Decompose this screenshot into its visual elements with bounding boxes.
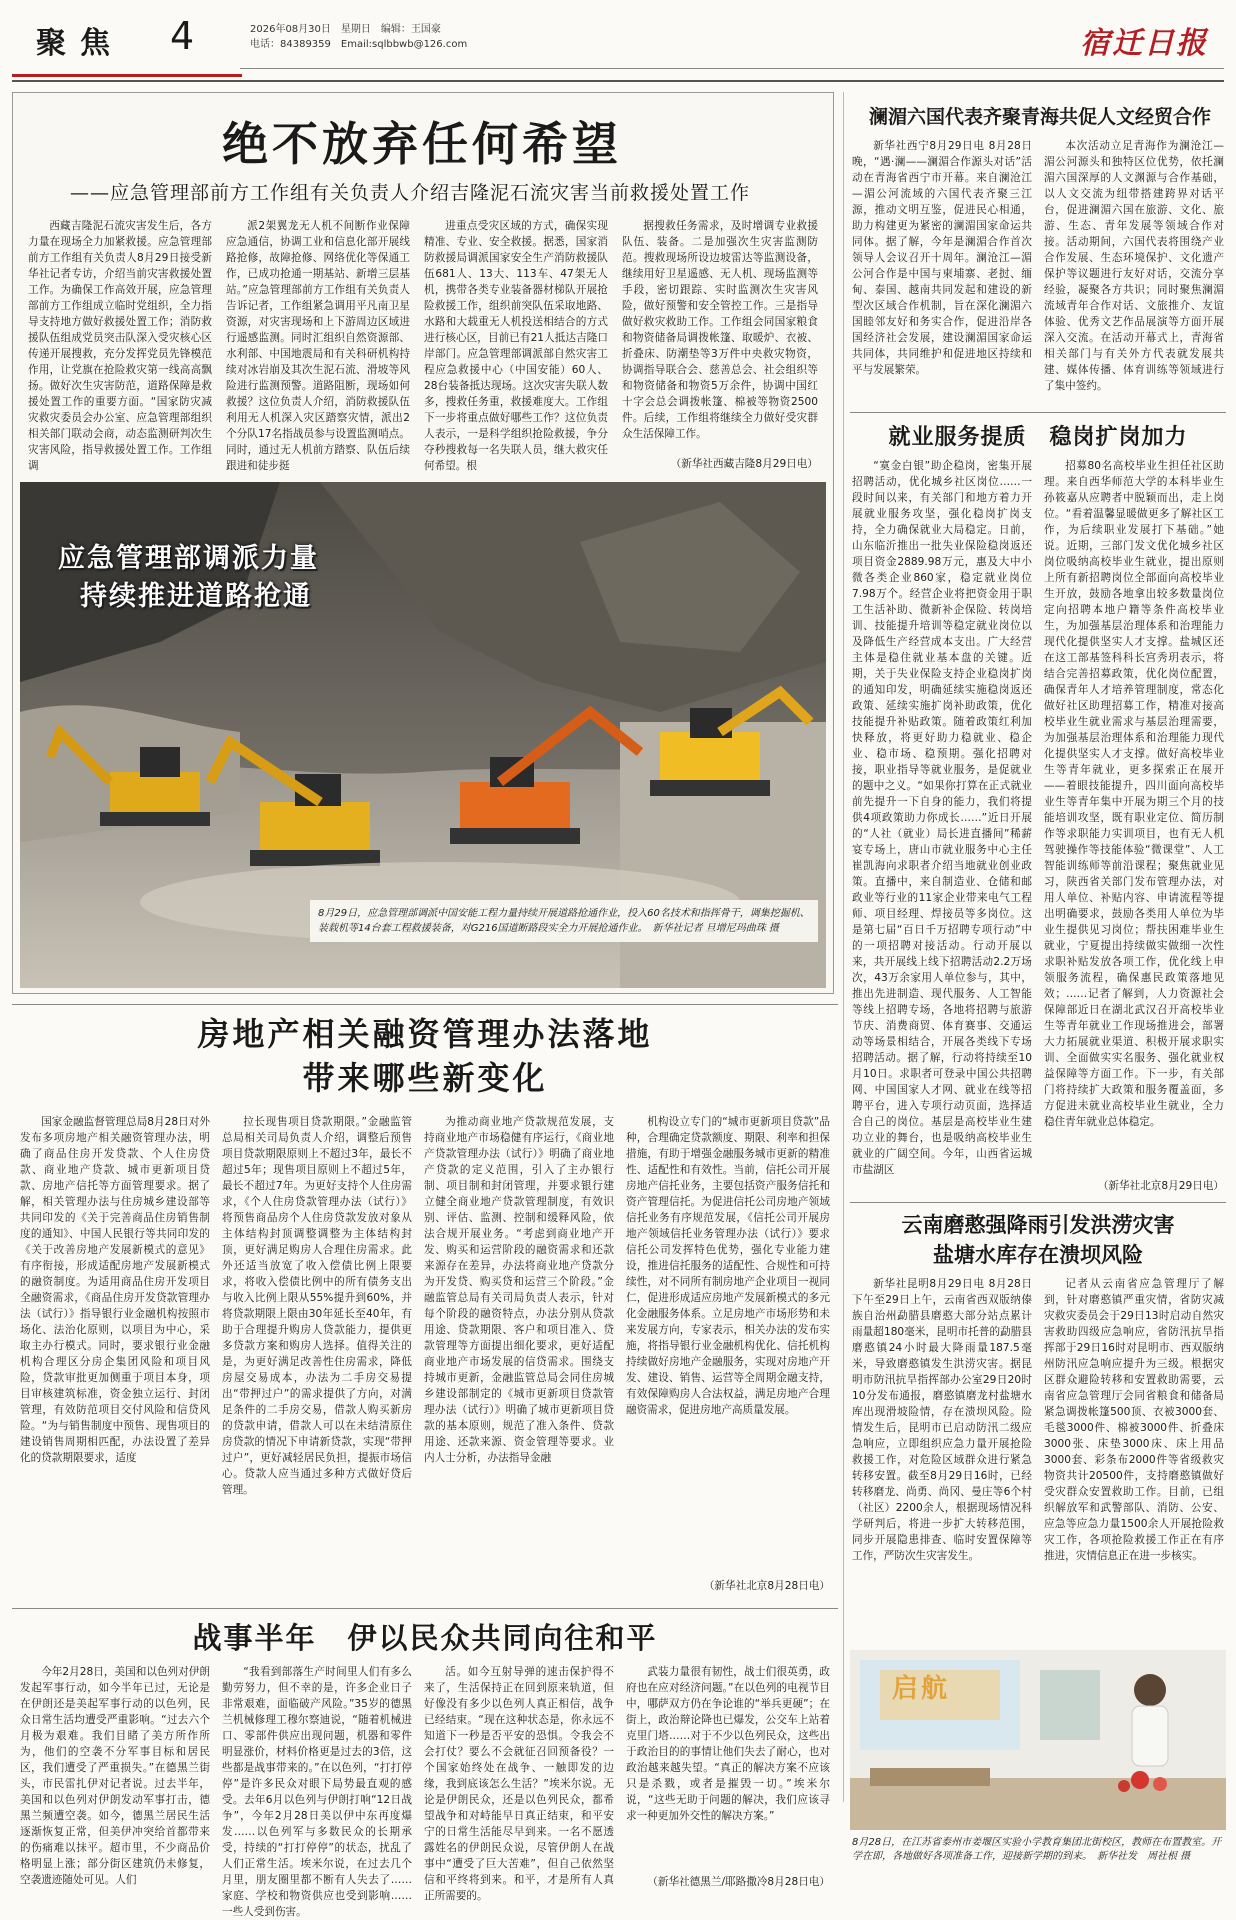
lead-column-2 — [226, 218, 410, 473]
right-story2-headline: 就业服务提质 稳岗扩岗加力 — [888, 424, 1188, 450]
lead-column-3 — [424, 218, 608, 473]
page-number: 4 — [170, 14, 195, 58]
masthead-divider — [12, 80, 1224, 82]
lead-col4-text: 据搜救任务需求，及时增调专业救援队伍、装备。二是加强次生灾害监测防范。搜救现场所设边坡雷达等监测设备，继续用好卫星遥感、无人机、现场监测等手段，密切跟踪、实时监测次生灾害风险，做好预警和安全管控工作。三是指导做好救灾救助工作。工作组会同国家粮食和物资储备局调拨帐篷、取暖炉、衣被、折叠床、防潮垫等3万件中央救灾物资，协调指导联合会、慈善总会、社会组织等和物资储备和物资5万余件，协调中国红十字会总会调拨帐篷、棉被等物资2500件。后续，工作组将继续全力做好受灾群众生活保障工作。 — [622, 220, 818, 440]
article3-column-3 — [424, 1114, 614, 1598]
article3-col3-text: 为推动商业地产贷款规范发展，支持商业地产市场稳健有序运行，《商业地产贷款管理办法（试行）》明确了商业地产贷款的定义范围，引入了主办银行制、项目制和封闭管理，并要求银行建立健全商业地产贷款管理制度，有效识别、评估、监测、控制和缓释风险，依法合规开展业务。“考虑到商业地产开发、购买和运营阶段的融资需求和还款来源存在差异，办法将商业地产贷款分为开发贷、购买贷和运营三个阶段。”金融监管总局有关司局负责人表示，针对每个阶段的融资特点，办法分别从贷款用途、贷款期限、客户和项目准入、贷款管理等方面提出细化要求，更好适配商业地产市场发展的信贷需求。围绕支持城市更新，金融监管总局会同住房城乡建设部制定的《城市更新项目贷款管理办法（试行）》明确了城市更新项目贷款的基本原则，规范了准入条件、贷款用途、还款来源、资金管理等要求。业内人士分析，办法指导金融 — [424, 1116, 614, 1464]
masthead-meta — [250, 22, 650, 52]
right-story1-column-1 — [852, 138, 1032, 403]
article3-credit: （新华社北京8月28日电） — [703, 1580, 830, 1592]
article3-headline-line1: 房地产相关融资管理办法落地 — [197, 1015, 653, 1053]
right-story3-headline — [850, 1210, 1226, 1270]
lead-headline: 绝不放弃任何希望 — [222, 117, 622, 171]
article3-col2-text: 拉长现售项目贷款期限。”金融监管总局相关司局负责人介绍，调整后预售项目贷款期限原则上不超过3年，最长不超过5年；现售项目原则上不超过5年，最长不超过7年。为更好支持个人住房需求，《个人住房贷款管理办法（试行）》将预售商品房个人住房贷款发放对象从主体结构封顶调整调整为主体结构封顶，更好满足购房人合理住房需求。此外还适当放宽了收入偿债比例上限要求，将收入偿债比例中的所有债务支出与收入比例上限从55%提升到60%，并将贷款期限上限由30年延长至40年，有助于合理提升购房人贷款能力，提供更多贷款方案和购房人选择。值得关注的是，为更好满足改善性住房需求，降低房屋交易成本，办法为二手房交易提出“带押过户”的需求提供了方向，对满足条件的二手房交易，借款人购买新房的贷款申请，借款人可以在未结清原住房贷款的情况下申请新贷款，实现“带押过户”，更好减轻居民负担，提振市场信心。贷款人应当通过多种方式做好贷后管理。 — [222, 1116, 412, 1496]
lead-column-4 — [622, 218, 818, 454]
article4-headline: 战事半年 伊以民众共同向往和平 — [192, 1621, 658, 1655]
right-story2-column-1 — [852, 458, 1032, 1196]
article4-col4-text: 武装力量很有韧性，战士们很英勇，政府也在应对经济问题。”在以色列的电视节目中，哪萨双方仍在争论谁的“举兵更硬”；在街上，政治辩论降也已爆发，公交车上站着克里门塔……对于不少以色列民众，这些出于政治目的的事情让他们失去了耐心，也对政治越来越失望。“真正的解决方案不应该只是杀戮，或者是摧毁一切。”埃米尔说，“这些无助于问题的解决，我们应该寻求一种更加外交性的解决方案。” — [626, 1666, 830, 1822]
lead-subheadline: ——应急管理部前方工作组有关负责人介绍吉隆泥石流灾害当前救援处置工作 — [70, 182, 751, 204]
right-story2-column-2 — [1044, 458, 1224, 1176]
lead-col1-text: 西藏吉隆泥石流灾害发生后，各方力量在现场全力加紧救援。应急管理部前方工作组有关负责人8月29日接受新华社记者专访，介绍当前灾害救援处置工作。为确保工作高效开展，应急管理部前方工作组成立临时党组织，全力指导支持地方做好救援处置工作；消防救援队伍组成党员突击队深入受灾核心区传递开展搜救，充分发挥党员先锋模范作用，让党旗在抢险救灾第一线高高飘扬。做好次生灾害防范，道路保障是救援处置工作的重要方面。“国家防灾减灾救灾委员会办公室、应急管理部组织相关部门联动会商，动态监测研判次生灾害风险，指导救援处置工作。工作组调 — [28, 220, 212, 472]
right1-col2-text: 本次活动立足青海作为澜沧江—湄公河源头和独特区位优势，依托澜湄六国深厚的人文渊源与合作基础，以人文交流为纽带搭建跨界对话平台，促进澜湄六国在旅游、文化、旅游、生态、青年发展等领域合作对接。活动期间，六国代表将围绕产业合作发展、生态环境保护、文化遗产保护等议题进行友好对话，交流分享经验，凝聚各方共识；同时聚焦澜湄流域青年合作对话、文旅推介、友谊体验、优秀文艺作品展演等方面开展深入交流。在活动开幕式上，青海省相关部门与有关外方代表就发展共建、媒体传播、体育训练等领域进行了集中签约。 — [1044, 140, 1224, 392]
classroom-photo-caption: 8月28日，在江苏省泰州市姜堰区实验小学教育集团北街校区，教师在布置教室。开学在即，各地做好各项准备工作，迎接新学期的到来。 新华社发 周社根 摄 — [852, 1837, 1222, 1862]
masthead-date-editor: 2026年08月30日 星期日 编辑：王国豪 — [250, 24, 441, 35]
article4-col1-text: 今年2月28日，美国和以色列对伊朗发起军事行动，如今半年已过，无论是在伊朗还是美起军事行动的以色列，民众日常生活均遭受严重影响。“过去六个月极为艰难。我们目睹了美方所作所为，他们的空袭不分军事目标和居民区，我们遭受了严重损失。”在德黑兰街头，市民雷扎伊对记者说。过去半年，美国和以色列对伊朗发动军事打击，德黑兰频遭空袭。如今，德黑兰居民生活逐渐恢复正常，但美伊冲突给首都带来的伤痛难以抹平。超市里，不少商品价格明显上涨；部分街区建筑仍未修复，空袭遗迹随处可见。人们 — [20, 1666, 210, 1886]
masthead-rule — [240, 68, 1224, 69]
masthead-contact: 电话：84389359 Email:sqlbbwb@126.com — [250, 39, 468, 50]
article4-col2-text: “我看到部落生产时间里人们有多么勤劳努力，但不幸的是，许多企业日子非常艰难，面临破产风险。”35岁的德黑兰机械修理工穆尔察迪说，“随着机械进口、零部件供应出现问题，机器和零件明显涨价，材料价格更是过去的3倍，这些都是战事带来的。”在以色列，“打打停停”是许多民众对眼下局势最直观的感受。去年6月以色列与伊朗打响“12日战争”，今年2月28日美以伊中东再度爆发……以色列军与多数民众的长期承受，持续的“打打停停”的状态，扰乱了人们正常生活。埃米尔说，在过去几个月里，朋友圈里都不断有人失去了……家庭、学校和物资供应也受到影响……一些人受到伤害。 — [222, 1666, 412, 1918]
lead-col2-text: 派2架翼龙无人机不间断作业保障应急通信，协调工业和信息化部开展线路抢修，故障抢修、网络优化等保通工作，已成功抢通一期基站、新增三层基站。”应急管理部前方工作组有关负责人告诉记者，工作组紧急调用平凡南卫星资源，对灾害现场和上下游周边区域进行遥感监测。同时汇组织自然资源部、水利部、中国地震局和有关科研机构持续对冰岩崩及其次生泥石流、滑坡等风险进行监测预警。道路阻断，现场如何救援？这位负责人介绍，消防救援队伍利用无人机深入灾区踏察灾情，派出2个分队17名指战员参与设置监测哨点。同时，通过无人机前方踏察、队伍后续跟进和徒步挺 — [226, 220, 410, 472]
article3-column-4 — [626, 1114, 830, 1574]
lead-col3-text: 进重点受灾区域的方式，确保实现精准、专业、安全救援。据悉，国家消防救援局调派国家安全生产消防救援队伍681人、13大、113车、47架无人机，携带各类专业装备器材梯队开展抢险救援工作，组织前突队伍采取地路、水路和大载重无人机投送相结合的方式进行核心区，目前已有21人抵达吉隆口岸部门。应急管理部调派部自然灾害工程应急救援中心（中国安能）60人、28台装备抵达现场。这次灾害失联人数多，搜救任务重，救援难度大。工作组下一步将重点做好哪些工作？这位负责人表示，一是科学组织抢险救援，争分夺秒搜救每一名失联人员，继大救灾任何希望。根 — [424, 220, 608, 472]
right-story2-credit: （新华社北京8月29日电） — [1097, 1180, 1224, 1192]
article4-column-3 — [424, 1664, 614, 1902]
right-story3-column-1 — [852, 1276, 1032, 1640]
right3-col1-text: 新华社昆明8月29日电 8月28日下午至29日上午，云南省西双版纳傣族自治州勐腊县磨憨大部分站点累计雨量超180毫米，昆明市托普的勐腊县磨憨镇24小时最大降雨量187.5毫米，导致磨憨镇发生洪涝灾害。据昆明市防汛抗旱指挥部办公室29日20时10分发布通报，磨憨镇磨龙村盐塘水库出现滑坡险情，存在溃坝风险。险情发生后，昆明市已启动防汛二级应急响应，立即组织应急力量开展抢险救援工作，对危险区域群众进行紧急转移安置。截至8月29日16时，已经转移磨龙、尚勇、尚冈、曼庄等6个村（社区）2200余人，根据现场情况科学研判后，将进一步扩大转移范围，同步开展隐患排查、临时安置保障等工作，严防次生灾害发生。 — [852, 1278, 1032, 1562]
article4-top-rule — [12, 1608, 838, 1609]
photo-overlay-title-line1: 应急管理部调派力量 — [58, 543, 319, 574]
article3-col1-text: 国家金融监督管理总局8月28日对外发布多项房地产相关融资管理办法，明确了商品住房开发贷款、个人住房贷款、商业地产贷款、城市更新项目贷款、房地产信托等方面管理要求。据了解，相关管理办法与住房城乡建设部等共同印发的《关于完善商品住房销售制度的通知》、中国人民银行等共同印发的《关于改善房地产发展新模式的意见》有序衔接，形成适配房地产发展新模式的融资制度。为适用商品住房开发项目全融资需求，《商品住房开发贷款管理办法（试行）》指导银行业金融机构按照市场化、法治化原则，以项目为中心，采取主办行模式。同时，要求银行业金融机构合理区分房企集团风险和项目风险，贷款审批更加侧重于项目本身，项目审核建筑标准，资金独立运行、封闭管理，有效防范项目交付风险和信贷风险。“为与销售制度中预售、现售项目的建设销售周期相匹配，办法设置了差异化的贷款期限要求，适度 — [20, 1116, 210, 1464]
article3-headline — [12, 1012, 838, 1100]
right-story3-column-2 — [1044, 1276, 1224, 1640]
right-story-separator-2 — [850, 1202, 1226, 1203]
right-story3-headline-line1: 云南磨憨强降雨引发洪涝灾害 — [901, 1212, 1175, 1237]
right-story3-headline-line2: 盐塘水库存在溃坝风险 — [933, 1242, 1143, 1267]
right3-col2-text: 记者从云南省应急管理厅了解到，针对磨憨镇严重灾情，省防灾减灾救灾委员会于29日13时启动自然灾害救助四级应急响应，省防汛抗旱指挥部于29日16时对昆明市、西双版纳州防汛应急响应提升为三级。根据灾区群众避险转移和安置救助需要，云南省应急管理厅会同省粮食和储备局紧急调拨帐篷500顶、衣被3000套、毛毯3000件、棉被3000件、折叠床3000张、床垫3000床、床上用品3000套、彩条布2000件等省级救灾物资共计20500件，支持磨憨镇做好受灾群众安置救助工作。目前，已组织解放军和武警部队、消防、公安、应急等应急力量1500余人开展抢险救灾工作，各项抢险救援工作正在有序推进，灾情信息正在进一步核实。 — [1044, 1278, 1224, 1562]
right-story1-headline: 澜湄六国代表齐聚青海共促人文经贸合作 — [868, 106, 1211, 128]
right-story-separator-1 — [850, 412, 1226, 413]
article4-credit: （新华社德黑兰/耶路撒冷8月28日电） — [647, 1876, 830, 1888]
article3-col4-text: 机构设立专门的“城市更新项目贷款”品种，合理确定贷款额度、期限、利率和担保措施，有助于增强金融服务城市更新的精准性、适配性和有效性。当前，信托公司开展房地产信托业务，主要包括资产服务信托和资产管理信托。为促进信托公司房地产领域信托业务有序规范发展，《信托公司开展房地产领域信托业务管理办法（试行）》要求信托公司发挥特色优势，强化专业能力建设，推进信托服务的适配性、合规性和可持续性，对不同所有制房地产企业项目一视同仁，促进形成适应房地产发展新模式的多元化金融服务体系。立足房地产市场形势和未来发展方向，专家表示，相关办法的发布实施，将指导银行业金融机构优化、信托机构持续做好房地产金融服务，实现对房地产开发、建设、销售、运营等全周期金融支持，有效保障购房人合法权益，满足房地产合理融资需求，促进房地产高质量发展。 — [626, 1116, 830, 1416]
right-column-divider — [843, 92, 844, 1802]
right-story1-column-2 — [1044, 138, 1224, 403]
article4-column-1 — [20, 1664, 210, 1890]
photo-caption: 8月29日，应急管理部调派中国安能工程力量持续开展道路抢通作业，投入60名技术和指挥骨干，调集挖掘机、装载机等14台套工程救援装备，对G216国道断路段实全力开展抢通作业。 新华社记者 旦增尼玛曲珠 摄 — [310, 900, 818, 942]
right2-col1-text: “寞金白银”助企稳岗，密集开展招聘活动，优化城乡社区岗位……一段时间以来，有关部门和地方着力开展就业服务攻坚，强化稳岗扩岗支持，全力确保就业大局稳定。日前，山东临沂推出一批失业保险稳岗返还项目资金2889.98万元，惠及大中小微各类企业860家，稳定就业岗位7.98万个。经营企业将把资金用于职工生活补助、微新补企保险、转岗培训、技能提升培训等稳定就业岗位以及降低生产经营成本支出。广大经营主体是稳住就业基本盘的关键。近期，关于失业保险支持企业稳岗扩岗的通知印发，明确延续实施稳岗返还政策、延续实施扩岗补助政策，优化技能提升补贴政策。随着政策红利加快释放，将更好助力稳就业、稳企业、稳市场、稳预期。强化招聘对接，职业指导等就业服务，是促就业的题中之义。“如果你打算在正式就业前先提升一下自身的能力，我们将提供4项政策助力你成长……”近日开展的“人社（就业）局长进直播间”稀薪宴专场上，唐山市就业服务中心主任崔凯海向求职者介绍当地就业创业政策。直播中，来自制造业、仓储和邮政业等行业的11家企业带来电气工程师、项目经理、焊接员等多岗位。这是第七届“百日千万招聘专项行动”中的一项招聘对接活动。行动开展以来，共开展线上线下招聘活动2.2万场次，43万余家用人单位参与，其中，推出先进制造、现代服务、人工智能等线上招聘专场，各地将招聘与旅游节庆、消费商贸、体育赛事、交通运动等场景相结合，开展各类线下专场招聘活动。据了解，行动将持续至10月10日。求职者可登录中国公共招聘网、中国国家人才网、就业在线等招聘平台，进入专项行动页面，选择适合自己的岗位。基层是高校毕业生建功立业的舞台，也是吸纳高校毕业生就业的广阔空间。今年，山西省运城市盐湖区 — [852, 460, 1032, 1176]
newspaper-logo: 宿迁日报 — [1080, 26, 1208, 61]
article3-column-2 — [222, 1114, 412, 1598]
section-name: 聚焦 — [36, 26, 124, 61]
classroom-photo — [850, 1650, 1226, 1830]
photo-overlay-title — [58, 540, 319, 616]
lead-credit: （新华社西藏吉隆8月29日电） — [670, 458, 818, 470]
article4-col3-text: 活。如今互射导弹的速击保护得不来了，生活保持正在回到原来轨道，但好像没有多少以色列人真正相信，战争已经结束。“现在这种状态是，你永远不知道下一秒是否平安的恐惧。令我会不会打仗？要么不会就征召回预备役？一个国家始终处在战争、一触即发的边缘，我到底该怎么生活？”埃米尔说。无论是伊朗民众，还是以色列民众，都希望战争和对峙能早日真正结束，和平安宁的日常生活能尽早到来。一名不愿透露姓名的伊朗民众说，尽管伊朗人在战事中“遭受了巨大苦难”，但自己依然坚信和平终将到来。和平，才是所有人真正所需要的。 — [424, 1666, 614, 1902]
photo-overlay-title-line2: 持续推进道路抢通 — [80, 581, 312, 612]
lead-column-1 — [28, 218, 212, 473]
article4-column-2 — [222, 1664, 412, 1918]
article3-column-1 — [20, 1114, 210, 1598]
article3-headline-line2: 带来哪些新变化 — [302, 1059, 548, 1097]
article4-column-4 — [626, 1664, 830, 1872]
classroom-sign-text: 启航 — [892, 1674, 951, 1704]
article3-top-rule — [12, 1004, 838, 1005]
right2-col2-text: 招募80名高校毕业生担任社区助理。来自西华师范大学的本科毕业生孙筱嘉从应聘者中脱颖而出，走上岗位。“看着温馨显暖做更多了解社区工作，为后续职业发展打下基础。”她说。近期，三部门发文优化城乡社区岗位吸纳高校毕业生就业，提出原则上所有新招聘岗位全部面向高校毕业生开放，鼓励各地拿出较多数量岗位定向招聘本地户籍等条件高校毕业生，为加强基层治理体系和治理能力现代化提供坚实人才支撑。盐城区还在这工部基签科科长宫秀玥表示，将结合完善招募政策，优化岗位配置，确保青年人才培养管理制度，常态化做好社区助理招募工作，精准对接高校毕业生就业需求与基层治理需要，为加强基层治理体系和治理能力现代化提供坚实人才支撑。做好高校毕业生等青年就业，更多探索正在展开——着眼技能提升，四川面向高校毕业生等青年集中开展为期三个月的技能培训攻坚，既有职业定位、简历制作等求职能力实训项目，也有无人机驾驶操作等技能体验“微课堂”、人工智能训练师等前沿课程；聚焦就业见习，陕西省关部门发布管理办法，对用人单位、补贴内容、申请流程等提出明确要求，鼓励各类用人单位为毕业生提供见习岗位；帮扶困难毕业生就业，宁夏提出持续做实做细一次性求职补贴发放各项工作，优化线上申领服务流程，确保惠民政策落地见效；……记者了解到，人力资源社会保障部近日在湖北武汉召开高校毕业生等青年就业工作现场推进会，部署大力拓展就业渠道、积极开展求职实训、全面做实实名服务、强化就业权益保障等方面工作。下一步，有关部门将持续扩大政策和服务覆盖面，多方促进未就业高校毕业生就业，全力稳住青年就业总体稳定。 — [1044, 460, 1224, 1128]
right1-col1-text: 新华社西宁8月29日电 8月28日晚，“遇·澜——澜湄合作源头对话”活动在青海省西宁市开幕。来自澜沧江—湄公河流域的六国代表齐聚三江源，推动文明互鉴，促进民心相通，助力构建更为紧密的澜湄国家命运共同体。据了解，今年是澜湄合作首次领导人会议召开十周年。澜沧江—湄公河合作是中国与柬埔寨、老挝、缅甸、泰国、越南共同发起和建设的新型次区域合作机制，旨在深化澜湄六国睦邻友好和务实合作，促进沿岸各国经济社会发展，建设澜湄国家命运共同体，共同维护和促进地区持续和平与发展繁荣。 — [852, 140, 1032, 376]
